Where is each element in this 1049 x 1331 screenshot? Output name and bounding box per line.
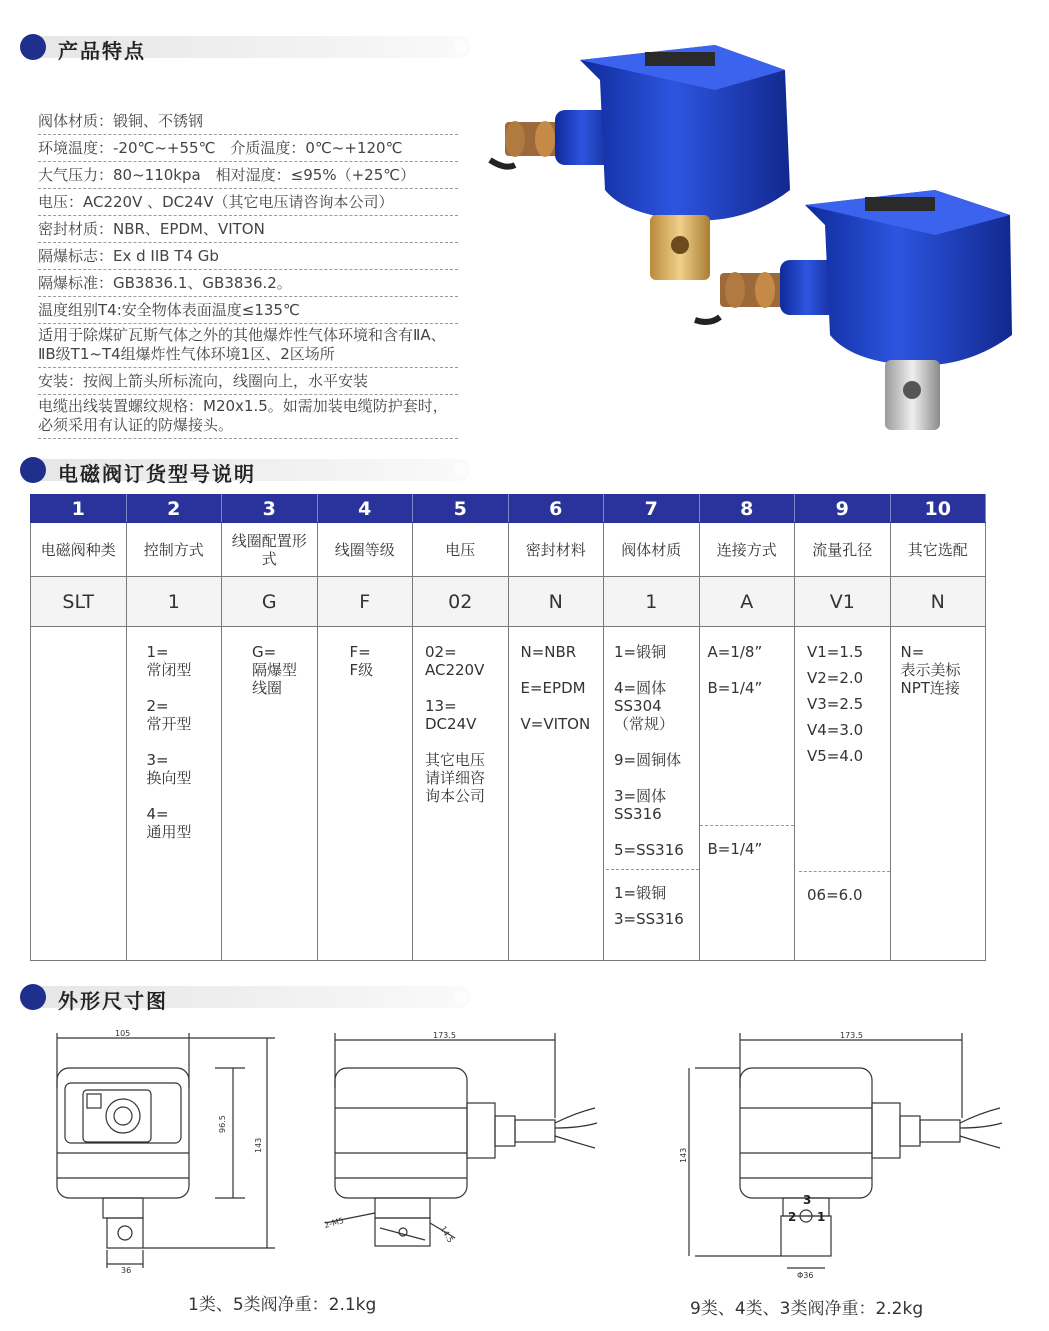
port-label-3: 3 [803, 1193, 812, 1207]
option-code: 02= [425, 643, 457, 661]
option-item: 06=6.0 [807, 886, 863, 904]
column-number: 4 [317, 495, 413, 523]
dim-width: 173.5 [840, 1031, 863, 1040]
code-cell: N [890, 577, 986, 627]
option-label: 表示美标 [900, 661, 961, 679]
option-item: 3=圆体 [614, 787, 667, 805]
dim-port: 2-M5 [323, 1216, 345, 1230]
option-label: 常闭型 [146, 661, 192, 679]
feature-item: 安装：按阀上箭头所标流向，线圈向上，水平安装 [38, 368, 458, 395]
bullet-icon [20, 984, 46, 1010]
desc-cell-body [604, 627, 700, 961]
feature-item: 温度组别T4:安全物体表面温度≤135℃ [38, 297, 458, 324]
option-label: AC220V [425, 661, 485, 679]
option-item: 5=SS316 [614, 841, 684, 859]
option-label: 其它电压 [425, 751, 486, 769]
option-item: 1=锻铜 [614, 643, 667, 661]
option-item: N=NBR [520, 643, 577, 661]
dimension-drawing-front [45, 1028, 285, 1278]
option-label: 常开型 [146, 715, 192, 733]
dim-height: 143 [679, 1147, 688, 1163]
code-cell: N [508, 577, 604, 627]
option-item: 9=圆铜体 [614, 751, 682, 769]
feature-item: 隔爆标准：GB3836.1、GB3836.2。 [38, 270, 458, 297]
column-header: 线圈等级 [317, 523, 413, 577]
option-code: 4= [146, 805, 169, 823]
desc-cell-coil [222, 627, 318, 961]
column-header: 线圈配置形式 [222, 523, 318, 577]
option-label: 换向型 [146, 769, 192, 787]
code-cell: F [317, 577, 413, 627]
feature-item: 电缆出线装置螺纹规格：M20x1.5。如需加装电缆防护套时，必须采用有认证的防爆接头。 [38, 395, 458, 439]
bullet-icon [20, 34, 46, 60]
desc-cell-control [126, 627, 222, 961]
option-label: 询本公司 [425, 787, 486, 805]
table-description-row [31, 627, 986, 961]
option-item: B=1/4” [707, 679, 763, 697]
option-item: SS304 [614, 697, 662, 715]
dimension-drawing-side [315, 1028, 615, 1258]
desc-cell-voltage [413, 627, 509, 961]
option-code: G= [252, 643, 277, 661]
dim-width: 173.5 [433, 1031, 456, 1040]
section-title: 外形尺寸图 [58, 989, 168, 1013]
port-label-1: 1 [817, 1210, 826, 1224]
code-cell: 02 [413, 577, 509, 627]
column-header: 阀体材质 [604, 523, 700, 577]
option-label: 通用型 [146, 823, 192, 841]
option-item: V3=2.5 [807, 695, 864, 713]
alt-option-block [606, 869, 699, 928]
option-item: 1=锻铜 [614, 884, 667, 902]
column-number: 1 [31, 495, 127, 523]
option-code: 1= [146, 643, 169, 661]
column-number: 3 [222, 495, 318, 523]
desc-cell-seal [508, 627, 604, 961]
option-item: SS316 [614, 805, 662, 823]
dim-base: Φ36 [797, 1271, 814, 1278]
option-label: F级 [349, 661, 374, 679]
section-header-ordering [20, 457, 472, 486]
desc-cell-grade [317, 627, 413, 961]
feature-list [38, 108, 458, 439]
column-number: 6 [508, 495, 604, 523]
code-cell: SLT [31, 577, 127, 627]
column-number: 5 [413, 495, 509, 523]
option-item: V=VITON [520, 715, 591, 733]
desc-cell-other [890, 627, 986, 961]
code-cell: 1 [604, 577, 700, 627]
dim-height-a: 96.5 [218, 1115, 227, 1133]
feature-item: 大气压力：80~110kpa 相对湿度：≤95%（+25℃） [38, 162, 458, 189]
option-item: V1=1.5 [807, 643, 864, 661]
option-label: NPT连接 [900, 679, 960, 697]
section-header-features [20, 34, 472, 63]
section-title: 产品特点 [58, 39, 146, 63]
option-item: （常规） [614, 715, 675, 733]
alt-option-block [700, 825, 795, 858]
option-item: A=1/8” [707, 643, 763, 661]
option-code: N= [900, 643, 925, 661]
table-code-row [31, 577, 986, 627]
feature-item: 阀体材质：锻铜、不锈钢 [38, 108, 458, 135]
column-number: 9 [795, 495, 891, 523]
weight-caption-left: 1类、5类阀净重：2.1kg [188, 1295, 377, 1315]
desc-cell-connection [699, 627, 795, 961]
option-item: 3=SS316 [614, 910, 684, 928]
column-header: 电磁阀种类 [31, 523, 127, 577]
port-label-2: 2 [788, 1210, 797, 1224]
code-cell: A [699, 577, 795, 627]
feature-item: 隔爆标志：Ex d IIB T4 Gb [38, 243, 458, 270]
option-item: B=1/4” [707, 840, 763, 858]
column-header: 流量孔径 [795, 523, 891, 577]
column-header: 连接方式 [699, 523, 795, 577]
option-label: 隔爆型 [252, 661, 298, 679]
option-item: V4=3.0 [807, 721, 864, 739]
section-title: 电磁阀订货型号说明 [58, 462, 256, 486]
feature-item: 密封材质：NBR、EPDM、VITON [38, 216, 458, 243]
table-number-row [31, 495, 986, 523]
feature-item: 环境温度：-20℃~+55℃ 介质温度：0℃~+120℃ [38, 135, 458, 162]
option-code: F= [349, 643, 371, 661]
order-code-table [30, 494, 986, 961]
option-code: 13= [425, 697, 457, 715]
valve-photo-steel [690, 185, 1020, 435]
option-label: 请详细咨 [425, 769, 486, 787]
code-cell: G [222, 577, 318, 627]
dimension-drawing-three-way [675, 1028, 1015, 1278]
table-header-row [31, 523, 986, 577]
option-label: DC24V [425, 715, 477, 733]
bullet-icon [20, 457, 46, 483]
option-code: 2= [146, 697, 169, 715]
column-header: 密封材料 [508, 523, 604, 577]
column-number: 7 [604, 495, 700, 523]
weight-caption-right: 9类、4类、3类阀净重：2.2kg [690, 1299, 924, 1319]
dim-base: 36 [121, 1266, 132, 1275]
column-number: 8 [699, 495, 795, 523]
option-item: V2=2.0 [807, 669, 864, 687]
desc-cell-orifice [795, 627, 891, 961]
section-header-dimensions [20, 984, 472, 1013]
option-item: E=EPDM [520, 679, 586, 697]
dim-width: 105 [115, 1029, 131, 1038]
option-label: 线圈 [252, 679, 283, 697]
feature-item: 电压：AC220V 、DC24V（其它电压请咨询本公司） [38, 189, 458, 216]
dim-height-b: 143 [254, 1137, 263, 1153]
dim-depth: 14.5 [438, 1224, 455, 1245]
option-item: 4=圆体 [614, 679, 667, 697]
column-header: 控制方式 [126, 523, 222, 577]
code-cell: 1 [126, 577, 222, 627]
alt-option-block [799, 871, 890, 904]
column-header: 电压 [413, 523, 509, 577]
column-number: 10 [890, 495, 986, 523]
code-cell: V1 [795, 577, 891, 627]
column-number: 2 [126, 495, 222, 523]
column-header: 其它选配 [890, 523, 986, 577]
feature-item: 适用于除煤矿瓦斯气体之外的其他爆炸性气体环境和含有ⅡA、ⅡB级T1~T4组爆炸性气体环境1区、2区场所 [38, 324, 458, 368]
option-code: 3= [146, 751, 169, 769]
desc-cell-type [31, 627, 127, 961]
option-item: V5=4.0 [807, 747, 864, 765]
